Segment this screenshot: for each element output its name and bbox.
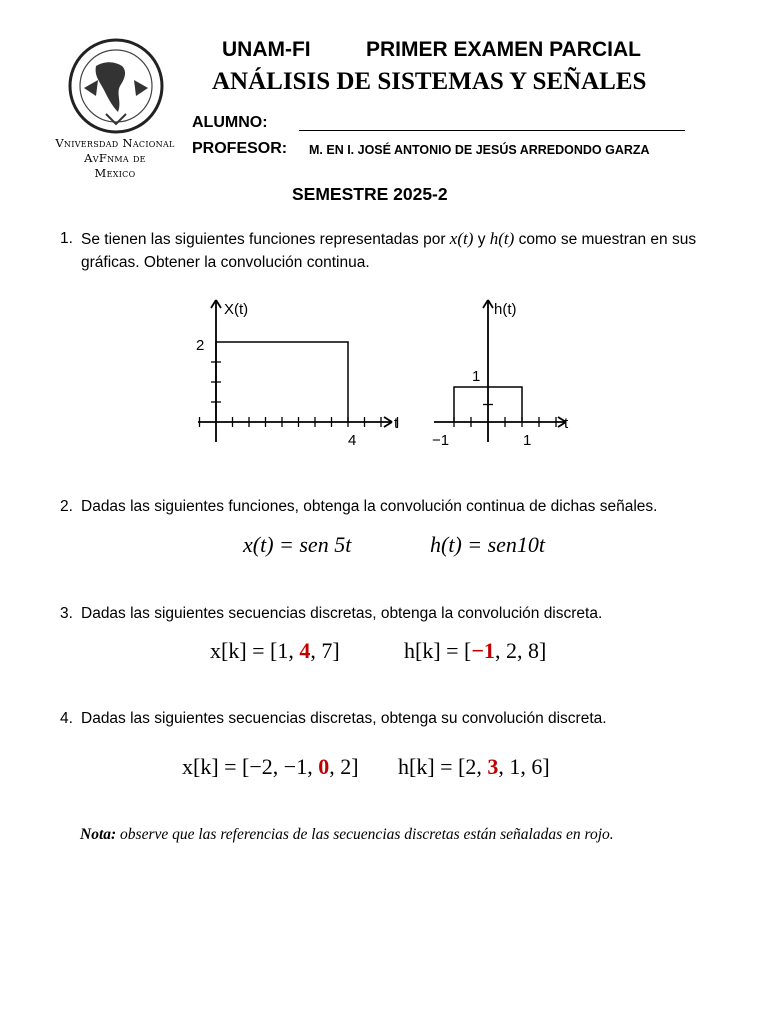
q2-number: 2. bbox=[60, 498, 73, 515]
university-name bbox=[50, 136, 180, 181]
q3-h-reference: −1 bbox=[471, 638, 495, 663]
q2-equation-h: h(t) = sen10t bbox=[430, 532, 546, 557]
q4-sequence-h: h[k] = [2, 3, 1, 6] bbox=[398, 754, 550, 779]
q3-number: 3. bbox=[60, 605, 73, 622]
unam-crest-icon bbox=[66, 36, 166, 136]
h-graph-amplitude-label: 1 bbox=[472, 368, 481, 385]
exam-title: PRIMER EXAMEN PARCIAL bbox=[366, 38, 641, 61]
student-label: ALUMNO: bbox=[192, 114, 268, 131]
x-graph-xlabel: t bbox=[394, 415, 399, 432]
semester: SEMESTRE 2025-2 bbox=[292, 184, 448, 204]
q1-text: Se tienen las siguientes funciones representadas por x(t) y h(t) como se muestran en sus gráficas. Obtener la convolución continua. bbox=[81, 229, 697, 271]
h-graph-left-label: −1 bbox=[432, 432, 450, 449]
x-graph-amplitude-label: 2 bbox=[196, 337, 205, 354]
x-graph-end-label: 4 bbox=[348, 432, 357, 449]
h-graph-right-label: 1 bbox=[523, 432, 532, 449]
q4-h-reference: 3 bbox=[487, 754, 499, 779]
course-title: ANÁLISIS DE SISTEMAS Y SEÑALES bbox=[212, 68, 647, 95]
professor-label: PROFESOR: bbox=[192, 140, 288, 157]
q3-sequence-x: x[k] = [1, 4, 7] bbox=[210, 638, 340, 663]
q4-text: Dadas las siguientes secuencias discretas, obtenga su convolución discreta. bbox=[81, 710, 607, 727]
q3-x-reference: 4 bbox=[299, 638, 311, 663]
q1-ht: h(t) bbox=[489, 229, 515, 248]
university-name-line1: Vniversdad Nacional bbox=[55, 136, 175, 150]
university-name-line3: Mexico bbox=[94, 166, 136, 180]
h-graph-xlabel: t bbox=[564, 415, 569, 432]
university-name-line2: AvFnma de bbox=[84, 151, 146, 165]
h-graph bbox=[426, 292, 586, 456]
h-graph-ylabel: h(t) bbox=[494, 301, 517, 318]
q1-xt: x(t) bbox=[449, 229, 474, 248]
q3-text: Dadas las siguientes secuencias discretas, obtenga la convolución discreta. bbox=[81, 605, 603, 622]
q1-number: 1. bbox=[60, 230, 73, 247]
student-name-line bbox=[299, 130, 685, 131]
q4-sequence-x: x[k] = [−2, −1, 0, 2] bbox=[182, 754, 359, 779]
q4-x-reference: 0 bbox=[318, 754, 330, 779]
unam-logo bbox=[50, 36, 180, 186]
x-graph bbox=[186, 292, 416, 456]
x-graph-signal bbox=[216, 342, 348, 422]
q3-sequence-h: h[k] = [−1, 2, 8] bbox=[404, 638, 547, 663]
q2-text: Dadas las siguientes funciones, obtenga la convolución continua de dichas señales. bbox=[81, 498, 658, 515]
institution: UNAM-FI bbox=[222, 38, 311, 61]
q2-equation-x: x(t) = sen 5t bbox=[243, 532, 352, 557]
note: Nota: observe que las referencias de las secuencias discretas están señaladas en rojo. bbox=[80, 826, 614, 843]
x-graph-ylabel: X(t) bbox=[224, 301, 249, 318]
q4-number: 4. bbox=[60, 710, 73, 727]
professor-name: M. EN I. JOSÉ ANTONIO DE JESÚS ARREDONDO GARZA bbox=[309, 143, 650, 157]
